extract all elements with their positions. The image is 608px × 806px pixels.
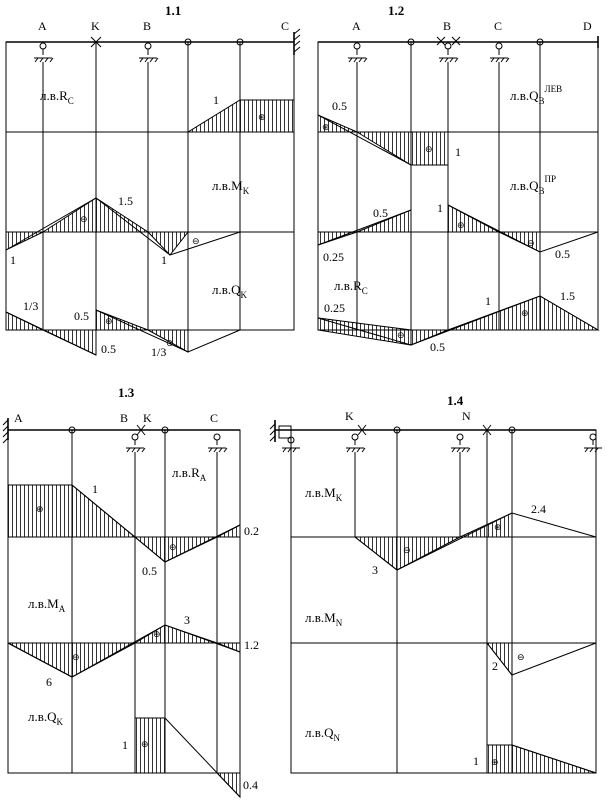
- panel-1-1: [6, 3, 300, 359]
- value-label: 0.25: [324, 301, 345, 315]
- value-label: 1: [485, 294, 491, 308]
- minus-sign: ⊖: [517, 653, 525, 663]
- plus-sign: ⊕: [494, 523, 502, 533]
- projection-lines: [43, 42, 240, 330]
- value-label: 1: [10, 253, 16, 267]
- panel-title: 1.2: [388, 3, 405, 18]
- value-label: 1.2: [244, 638, 259, 652]
- value-label: 0.5: [142, 564, 157, 578]
- panel-title: 1.3: [118, 385, 135, 400]
- support-b: [139, 43, 158, 62]
- influence-area: [487, 745, 596, 773]
- plus-sign: ⊕: [153, 630, 161, 640]
- line-label: $л.в.M_N$: [305, 610, 343, 628]
- plus-sign: ⊕: [258, 113, 266, 123]
- panel-frame: [6, 42, 294, 330]
- value-label: 0.5: [332, 99, 347, 113]
- minus-sign: ⊖: [397, 331, 405, 341]
- line-label: $л.в.M_K$: [212, 178, 250, 196]
- support-a: [348, 43, 367, 62]
- panel-title: 1.1: [165, 3, 182, 18]
- value-label: 6: [46, 675, 52, 689]
- value-label: 1: [473, 754, 479, 768]
- plus-sign: ⊕: [105, 317, 113, 327]
- value-label: 0.5: [555, 247, 570, 261]
- value-label: 0.5: [101, 342, 116, 356]
- plus-sign: ⊕: [491, 758, 499, 768]
- line-label: $л.в.R_C$: [40, 88, 74, 106]
- point-label-k: K: [143, 411, 152, 425]
- point-label-a: A: [38, 19, 47, 33]
- minus-sign: ⊖: [403, 546, 411, 556]
- line-label: $л.в.R_A$: [172, 465, 207, 483]
- line-label: $л.в.M_A$: [28, 596, 66, 614]
- value-label: 0.5: [430, 340, 445, 354]
- value-label: 3: [372, 563, 378, 577]
- value-label: 1/3: [23, 299, 39, 313]
- point-label-c: C: [494, 19, 503, 33]
- point-label-c: C: [210, 411, 219, 425]
- support-b: [439, 43, 458, 62]
- support-4: [584, 434, 602, 452]
- minus-sign: ⊖: [72, 653, 80, 663]
- panel-1-2: [318, 3, 598, 354]
- panel-1-4: [270, 393, 602, 773]
- value-label: 3: [184, 613, 190, 627]
- point-label-b: B: [120, 411, 129, 425]
- value-label: 1/3: [151, 345, 167, 359]
- value-label: 0.2: [244, 524, 259, 538]
- point-label-b: B: [143, 19, 152, 33]
- point-label-a: A: [352, 19, 361, 33]
- value-label: 0.4: [243, 778, 258, 792]
- wall-hatch: [294, 29, 300, 52]
- plus-sign: ⊕: [36, 505, 44, 515]
- value-label: 2: [492, 659, 498, 673]
- support-a: [34, 43, 53, 62]
- influence-area: [135, 625, 217, 643]
- point-label-c: C: [281, 19, 290, 33]
- value-label: 0.5: [74, 309, 89, 323]
- line-label: $л.в.R_C$: [334, 278, 368, 296]
- value-label: 0.25: [323, 250, 344, 264]
- line-label: $л.в.Q_K$: [212, 282, 248, 300]
- baselines: [8, 537, 240, 643]
- minus-sign: ⊖: [166, 339, 174, 349]
- minus-sign: ⊖: [527, 239, 535, 249]
- value-label: 1: [92, 482, 98, 496]
- value-label: 1: [122, 738, 128, 752]
- minus-sign: ⊖: [192, 237, 200, 247]
- minus-sign: ⊖: [80, 215, 88, 225]
- line-label: $л.в.Q_B^{ЛЕВ}$: [510, 84, 563, 106]
- value-label: 1.5: [560, 289, 575, 303]
- point-label-k: K: [91, 19, 100, 33]
- value-label: 2.4: [531, 502, 546, 516]
- support-3: [451, 434, 470, 452]
- point-label-a: A: [14, 411, 23, 425]
- support-c: [490, 43, 509, 62]
- influence-area: [96, 310, 148, 330]
- value-label: 1.5: [118, 194, 133, 208]
- panel-title: 1.4: [447, 393, 464, 408]
- panel-1-3: [3, 385, 259, 797]
- point-label-b: B: [443, 19, 452, 33]
- plus-sign: ⊕: [141, 740, 149, 750]
- line-label: $л.в.M_K$: [305, 485, 343, 503]
- line-label: $л.в.Q_K$: [28, 709, 64, 727]
- value-label: 1: [213, 93, 219, 107]
- baselines: [6, 132, 294, 232]
- slider-support: [279, 426, 291, 438]
- value-label: 1: [161, 253, 167, 267]
- value-label: 1: [455, 145, 461, 159]
- point-label-n: N: [462, 409, 471, 423]
- section-marks: [437, 37, 460, 45]
- minus-sign: ⊖: [425, 145, 433, 155]
- point-label-k: K: [345, 409, 354, 423]
- panel-frame: [291, 430, 596, 773]
- support-b: [126, 434, 145, 452]
- point-label-d: D: [583, 19, 592, 33]
- plus-sign: ⊕: [322, 123, 330, 133]
- plus-sign: ⊕: [521, 309, 529, 319]
- value-label: 0.5: [373, 206, 388, 220]
- projection-lines: [355, 430, 512, 773]
- plus-sign: ⊕: [457, 221, 465, 231]
- support-c: [208, 434, 227, 452]
- influence-area: [8, 485, 135, 537]
- value-label: 1: [437, 201, 443, 215]
- influence-line: [6, 310, 240, 355]
- line-label: $л.в.Q_B^{ПР}$: [510, 174, 557, 196]
- support-2: [346, 434, 365, 452]
- line-label: $л.в.Q_N$: [305, 725, 341, 743]
- influence-area: [188, 100, 294, 132]
- influence-area: [135, 718, 165, 773]
- minus-sign: ⊖: [169, 543, 177, 553]
